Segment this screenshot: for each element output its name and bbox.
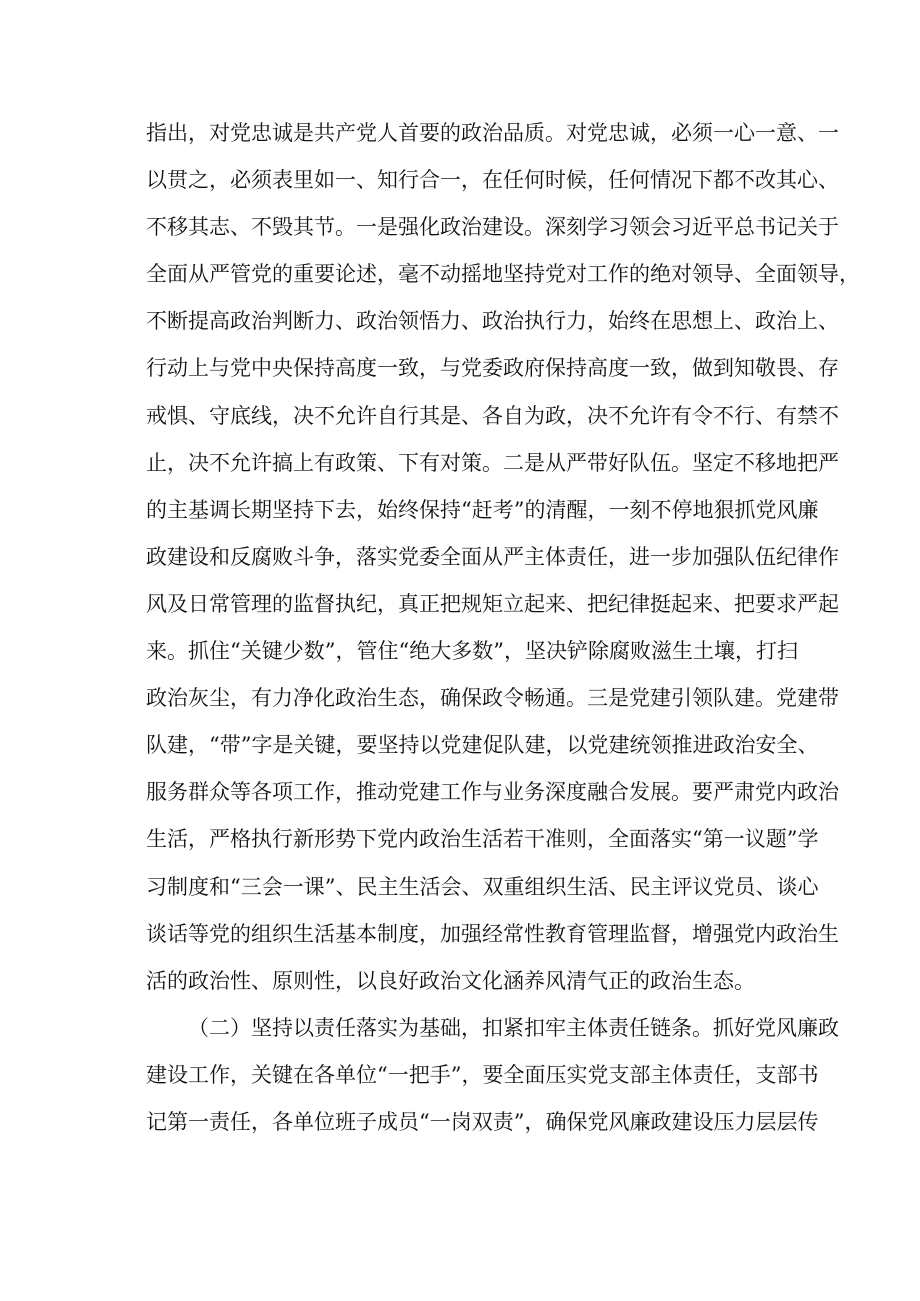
- text-line: 活的政治性、原则性，以良好政治文化涵养风清气正的政治生态。: [146, 968, 755, 993]
- text-line: 以贯之，必须表里如一、知行合一，在任何时候，任何情况下都不改其心、: [146, 168, 839, 193]
- text-line: 记第一责任，各单位班子成员“一岗双责”，确保党风廉政建设压力层层传: [146, 1109, 819, 1134]
- text-line: 全面从严管党的重要论述，毫不动摇地坚持党对工作的绝对领导、全面领导，: [146, 262, 860, 287]
- text-line: 来。抓住“关键少数”，管住“绝大多数”，坚决铲除腐败滋生土壤，打扫: [146, 639, 798, 664]
- text-line: 队建，“带”字是关键，要坚持以党建促队建，以党建统领推进政治安全、: [146, 733, 819, 758]
- text-line: 生活，严格执行新形势下党内政治生活若干准则，全面落实“第一议题”学: [146, 827, 819, 852]
- text-line: 的主基调长期坚持下去，始终保持“赶考”的清醒，一刻不停地狠抓党风廉: [146, 497, 819, 522]
- document-body: [146, 110, 860, 1146]
- text-line: 戒惧、守底线，决不允许自行其是、各自为政，决不允许有令不行、有禁不: [146, 403, 839, 428]
- text-line: 不断提高政治判断力、政治领悟力、政治执行力，始终在思想上、政治上、: [146, 309, 839, 334]
- text-line: 行动上与党中央保持高度一致，与党委政府保持高度一致，做到知敬畏、存: [146, 356, 839, 381]
- paragraph-2: [146, 1005, 839, 1146]
- paragraph-1: [146, 110, 860, 1005]
- text-line: 指出，对党忠诚是共产党人首要的政治品质。对党忠诚，必须一心一意、一: [146, 121, 839, 145]
- text-line: 政建设和反腐败斗争，落实党委全面从严主体责任，进一步加强队伍纪律作: [146, 544, 839, 569]
- text-line: 政治灰尘，有力净化政治生态，确保政令畅通。三是党建引领队建。党建带: [146, 686, 839, 711]
- text-line: 不移其志、不毁其节。一是强化政治建设。深刻学习领会习近平总书记关于: [146, 215, 839, 240]
- text-line: 谈话等党的组织生活基本制度，加强经常性教育管理监督，增强党内政治生: [146, 921, 839, 946]
- text-line: 止，决不允许搞上有政策、下有对策。二是从严带好队伍。坚定不移地把严: [146, 450, 839, 475]
- text-line: 习制度和“三会一课”、民主生活会、双重组织生活、民主评议党员、谈心: [146, 874, 819, 899]
- text-line: 建设工作，关键在各单位“一把手”，要全面压实党支部主体责任，支部书: [146, 1062, 819, 1087]
- text-line: 服务群众等各项工作，推动党建工作与业务深度融合发展。要严肃党内政治: [146, 780, 839, 805]
- text-line: （二）坚持以责任落实为基础，扣紧扣牢主体责任链条。抓好党风廉政: [188, 1015, 839, 1040]
- text-line: 风及日常管理的监督执纪，真正把规矩立起来、把纪律挺起来、把要求严起: [146, 591, 839, 616]
